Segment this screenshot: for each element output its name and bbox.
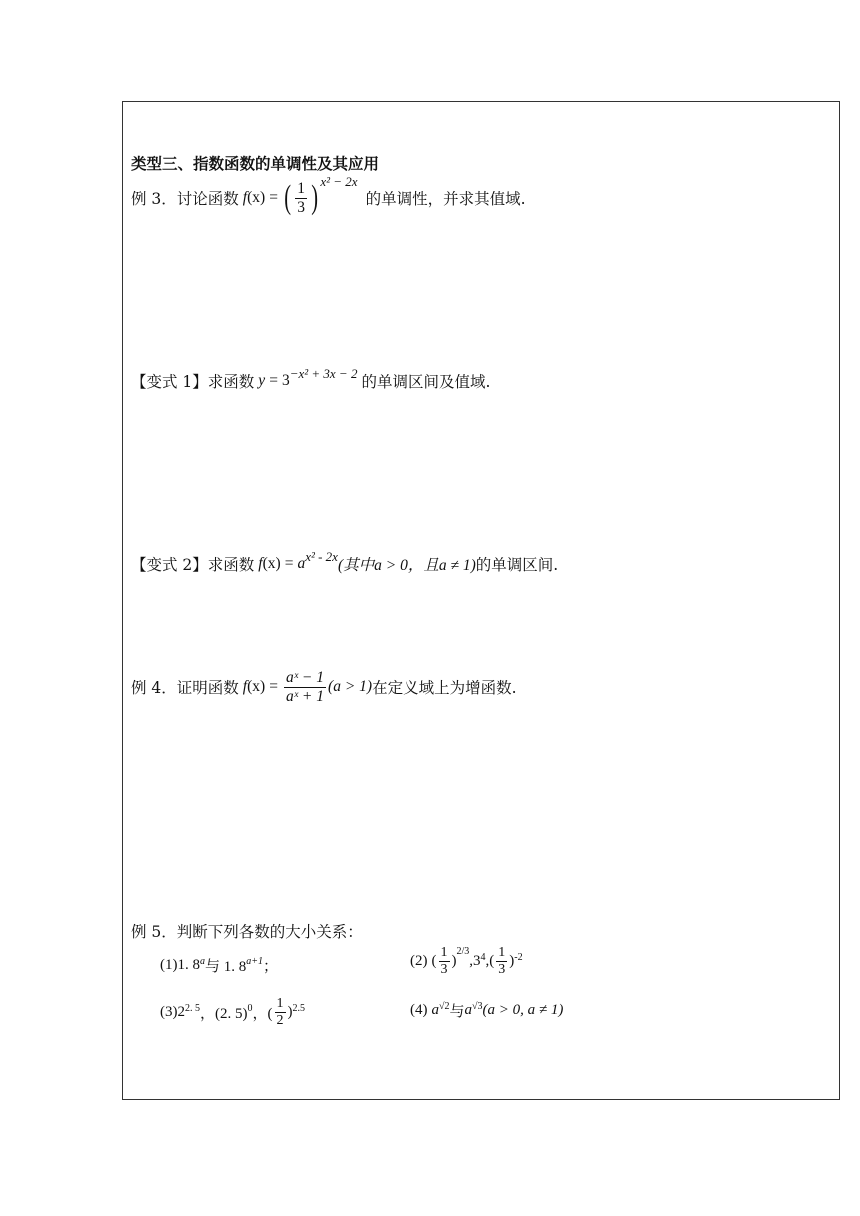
var2-tail: 的单调区间.: [475, 556, 559, 574]
ex3-label: 例 3．讨论函数: [131, 190, 239, 209]
p2-exp2: 4: [480, 951, 486, 963]
var1-lhs: y: [258, 372, 266, 389]
p2-num: 1: [439, 945, 450, 962]
example-3: [131, 174, 526, 217]
ex3-arg: (x): [247, 189, 266, 207]
p3-a-exp: 2. 5: [185, 1002, 200, 1014]
ex5-part-1: [160, 955, 278, 976]
var1-eq: =: [269, 372, 278, 389]
ex4-label: 例 4．证明函数: [131, 679, 239, 698]
ex4-tail: 在定义域上为增函数.: [372, 679, 517, 698]
p2-fraction: [439, 945, 450, 978]
var1-base: 3: [281, 372, 290, 389]
p1-a: 1. 8: [177, 957, 200, 973]
ex4-arg: (x): [247, 678, 266, 696]
var1-exponent: −x² + 3x − 2: [289, 366, 358, 381]
p2-open: (: [431, 953, 437, 970]
ex4-num: aˣ − 1: [285, 669, 325, 686]
ex4-den: aˣ + 1: [285, 687, 325, 705]
ex3-num: 1: [297, 180, 306, 197]
ex3-func: f: [242, 189, 248, 207]
ex4-func: f: [242, 678, 248, 696]
ex5-part-2: [410, 945, 523, 978]
var2-arg: (x): [262, 555, 281, 572]
ex3-eq: =: [269, 189, 278, 207]
var2-base: a: [297, 555, 306, 572]
p2-exp1: 2/3: [456, 945, 470, 957]
example-4: [131, 669, 517, 706]
p1-mid: 与 1. 8: [205, 959, 247, 975]
p2-close-2: ): [509, 953, 515, 970]
p2-num-2: 1: [496, 945, 507, 962]
p2-index: (2): [410, 953, 428, 970]
var2-eq: =: [284, 555, 294, 572]
p3-fraction: [275, 996, 286, 1029]
p3-mid: ，(2. 5): [200, 1006, 248, 1023]
var2-exponent: x² - 2x: [305, 549, 338, 564]
p1-b-exp: a+1: [246, 955, 264, 967]
p3-sep: ，(: [252, 1006, 273, 1023]
p4-cond: (a > 0, a ≠ 1): [482, 1002, 564, 1018]
p1-a-exp: a: [200, 955, 205, 967]
ex3-den: 3: [297, 198, 306, 216]
ex3-fraction: [295, 180, 307, 217]
var2-func: f: [258, 555, 263, 572]
p2-close: ): [451, 953, 457, 970]
variant-2: [131, 549, 559, 575]
p4-mid: 与: [449, 1004, 465, 1020]
var1-label: 【变式 1】求函数: [131, 373, 255, 391]
ex4-cond: (a > 1): [328, 678, 373, 696]
ex4-eq: =: [269, 678, 278, 696]
ex4-fraction: [284, 669, 326, 706]
variant-1: [131, 366, 491, 392]
ex3-close-paren: ): [311, 179, 319, 217]
p3-index: (3): [160, 1004, 178, 1021]
p3-b-exp: 0: [247, 1002, 253, 1014]
p3-den: 2: [276, 1013, 284, 1029]
p4-index: (4): [410, 1002, 428, 1018]
ex3-exponent: x² − 2x: [320, 174, 358, 190]
section-title: 类型三、指数函数的单调性及其应用: [131, 155, 380, 173]
ex5-part-4: [410, 1000, 563, 1021]
ex3-open-paren: (: [284, 179, 291, 217]
p3-num: 1: [275, 996, 286, 1013]
p4-a: a: [431, 1002, 439, 1018]
var2-label: 【变式 2】求函数: [131, 556, 255, 574]
var1-tail: 的单调区间及值域.: [361, 373, 491, 391]
ex5-part-3: [160, 996, 305, 1029]
p3-a: 2: [177, 1004, 185, 1021]
var2-cond: (其中a > 0，且a ≠ 1): [337, 557, 476, 574]
p2-fraction-2: [496, 945, 507, 978]
p2-sep: ,(: [485, 953, 495, 970]
p2-mid: ,3: [469, 953, 481, 970]
p3-c-exp: 2.5: [292, 1002, 305, 1014]
p2-den-2: 3: [498, 962, 506, 978]
ex3-tail: 的单调性，并求其值域.: [365, 190, 526, 209]
p4-a-exp: √2: [439, 1000, 450, 1012]
p1-end: ；: [263, 959, 279, 975]
p2-den: 3: [440, 962, 448, 978]
p3-close: ): [287, 1004, 293, 1021]
p2-exp3: -2: [514, 951, 523, 963]
p1-index: (1): [160, 957, 178, 973]
example-5-label: 例 5．判断下列各数的大小关系：: [131, 923, 363, 941]
p4-b: a: [464, 1002, 473, 1018]
p4-b-exp: √3: [472, 1000, 483, 1012]
